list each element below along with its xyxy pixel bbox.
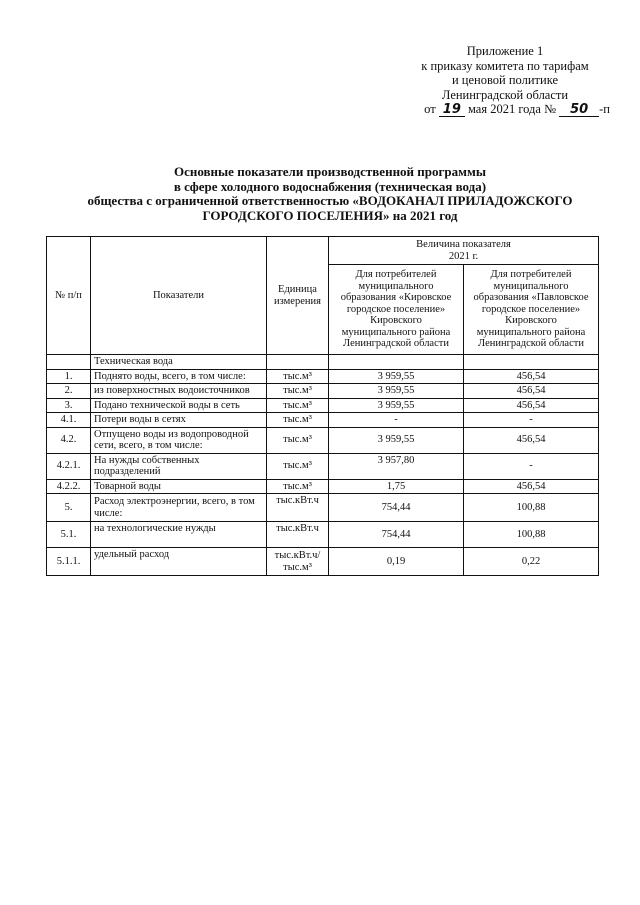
row-value-pavlovsk: 456,54 <box>464 427 599 453</box>
section-num-cell <box>47 355 91 370</box>
row-value-kirovsk: 1,75 <box>329 479 464 494</box>
row-indicator: удельный расход <box>91 548 267 576</box>
row-value-kirovsk: 754,44 <box>329 494 464 522</box>
row-indicator: На нужды собственных подразделений <box>91 453 267 479</box>
header-row <box>47 237 599 265</box>
row-indicator: Потери воды в сетях <box>91 413 267 428</box>
table-row <box>47 453 599 479</box>
row-value-pavlovsk: - <box>464 413 599 428</box>
title-line: общества с ограниченной ответственностью «ВОДОКАНАЛ ПРИЛАДОЖСКОГО <box>87 193 573 208</box>
section-v1-cell <box>329 355 464 370</box>
row-indicator: Поднято воды, всего, в том числе: <box>91 369 267 384</box>
row-num: 4.2. <box>47 427 91 453</box>
table-row <box>47 479 599 494</box>
header-col-pavlovsk: Для потребителей муниципального образования «Павловское городское поселение» Кировского муниципального района Ленинградской области <box>464 265 599 355</box>
row-value-pavlovsk: 100,88 <box>464 522 599 548</box>
row-unit: тыс.м³ <box>267 384 329 399</box>
row-unit: тыс.м³ <box>267 479 329 494</box>
row-num: 5.1. <box>47 522 91 548</box>
appendix-line: Приложение 1 <box>466 44 544 58</box>
row-value-pavlovsk: - <box>464 453 599 479</box>
table-row <box>47 522 599 548</box>
appendix-block <box>400 44 610 117</box>
row-unit: тыс.кВт.ч <box>267 522 329 548</box>
order-day-handwritten: 19 <box>439 103 465 117</box>
header-unit: Единица измерения <box>267 237 329 355</box>
row-value-pavlovsk: 456,54 <box>464 398 599 413</box>
row-num: 2. <box>47 384 91 399</box>
row-num: 5. <box>47 494 91 522</box>
row-indicator: Подано технической воды в сеть <box>91 398 267 413</box>
title-line: ГОРОДСКОГО ПОСЕЛЕНИЯ» на 2021 год <box>202 207 458 223</box>
row-value-pavlovsk: 456,54 <box>464 384 599 399</box>
section-title: Техническая вода <box>91 355 267 370</box>
header-value-group: Величина показателя 2021 г. <box>329 237 599 265</box>
header-col-kirovsk: Для потребителей муниципального образования «Кировское городское поселение» Кировского муниципального района Ленинградской области <box>329 265 464 355</box>
row-value-kirovsk: 3 959,55 <box>329 398 464 413</box>
row-value-pavlovsk: 456,54 <box>464 479 599 494</box>
row-indicator: Расход электроэнергии, всего, в том числе: <box>91 494 267 522</box>
indicators-table <box>46 236 599 576</box>
row-num: 4.1. <box>47 413 91 428</box>
table-row <box>47 494 599 522</box>
table-row <box>47 548 599 576</box>
row-value-kirovsk: - <box>329 413 464 428</box>
row-num: 1. <box>47 369 91 384</box>
table-row <box>47 384 599 399</box>
row-unit: тыс.кВт.ч/ тыс.м³ <box>267 548 329 576</box>
table-row <box>47 369 599 384</box>
table-row <box>47 413 599 428</box>
row-unit: тыс.м³ <box>267 413 329 428</box>
document-title <box>60 165 600 223</box>
row-value-kirovsk: 3 959,55 <box>329 369 464 384</box>
row-num: 4.2.2. <box>47 479 91 494</box>
appendix-line: к приказу комитета по тарифам <box>421 58 589 73</box>
row-indicator: на технологические нужды <box>91 522 267 548</box>
order-number-handwritten: 50 <box>559 103 599 117</box>
appendix-line: Ленинградской области <box>441 87 569 102</box>
row-value-pavlovsk: 0,22 <box>464 548 599 576</box>
order-mid: мая 2021 года № <box>467 102 557 116</box>
row-value-kirovsk: 3 957,80 <box>329 453 464 479</box>
row-indicator: Отпущено воды из водопроводной сети, всего, в том числе: <box>91 427 267 453</box>
header-indicator: Показатели <box>91 237 267 355</box>
title-line: Основные показатели производственной программы <box>173 164 487 179</box>
row-value-kirovsk: 754,44 <box>329 522 464 548</box>
row-value-pavlovsk: 100,88 <box>464 494 599 522</box>
section-v2-cell <box>464 355 599 370</box>
section-row <box>47 355 599 370</box>
section-unit-cell <box>267 355 329 370</box>
table-row <box>47 427 599 453</box>
order-reference <box>400 102 610 117</box>
row-num: 5.1.1. <box>47 548 91 576</box>
row-indicator: из поверхностных водоисточников <box>91 384 267 399</box>
row-value-pavlovsk: 456,54 <box>464 369 599 384</box>
row-indicator: Товарной воды <box>91 479 267 494</box>
row-unit: тыс.м³ <box>267 369 329 384</box>
row-unit: тыс.м³ <box>267 398 329 413</box>
row-unit: тыс.кВт.ч <box>267 494 329 522</box>
order-prefix: от <box>424 102 436 116</box>
header-num: № п/п <box>47 237 91 355</box>
title-line: в сфере холодного водоснабжения (техническая вода) <box>173 178 487 194</box>
row-num: 3. <box>47 398 91 413</box>
table-row <box>47 398 599 413</box>
row-value-kirovsk: 0,19 <box>329 548 464 576</box>
row-value-kirovsk: 3 959,55 <box>329 427 464 453</box>
order-suffix: -п <box>599 102 610 116</box>
appendix-line: и ценовой политике <box>451 73 559 87</box>
row-unit: тыс.м³ <box>267 453 329 479</box>
row-unit: тыс.м³ <box>267 427 329 453</box>
row-value-kirovsk: 3 959,55 <box>329 384 464 399</box>
row-num: 4.2.1. <box>47 453 91 479</box>
